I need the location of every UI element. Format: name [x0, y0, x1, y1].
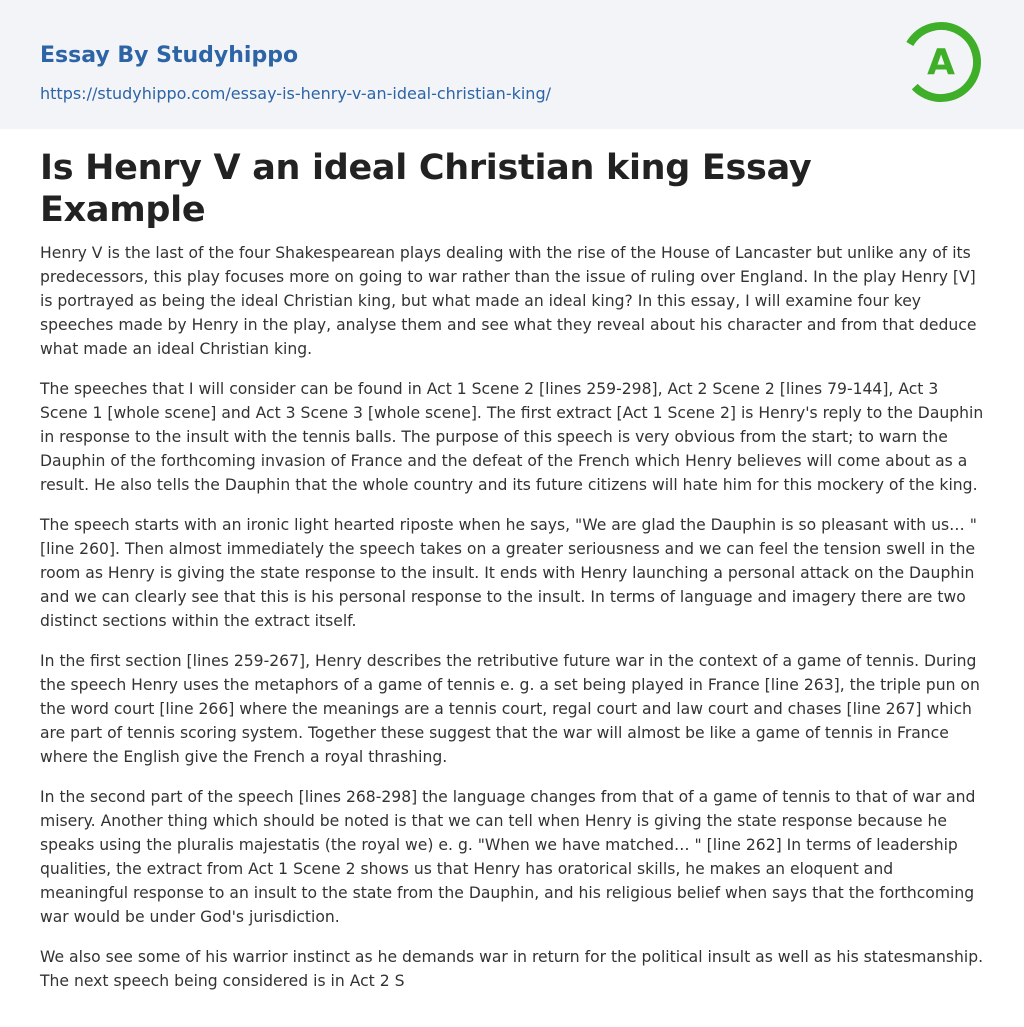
- essay-paragraph: Henry V is the last of the four Shakespearean plays dealing with the rise of the House of Lancaster but unlike any of its predecessors, this play focuses more on going to war rather than the issue of ruling over England. In the play Henry [V] is portrayed as being the ideal Christian king, but what made an ideal king? In this essay, I will examine four key speeches made by Henry in the play, analyse them and see what they reveal about his character and from that deduce what made an ideal Christian king.: [40, 244, 977, 358]
- site-title[interactable]: Essay By Studyhippo: [40, 43, 299, 68]
- essay-paragraph: We also see some of his warrior instinct as he demands war in return for the political insult as well as his statesmanship. The next speech being considered is in Act 2 S: [40, 948, 984, 990]
- logo-letter: A: [927, 41, 955, 83]
- essay-paragraph: In the second part of the speech [lines 268-298] the language changes from that of a game of tennis to that of war and misery. Another thing which should be noted is that we can tell when Henry is giving the state response because he speaks using the pluralis majestatis (the royal we) e. g. "When we have matched… " [line 262] In terms of leadership qualities, the extract from Act 1 Scene 2 shows us that Henry has oratorical skills, he makes an eloquent and meaningful response to an insult to the state from the Dauphin, and his religious belief when says that the forthcoming war would be under God's jurisdiction.: [40, 788, 976, 926]
- essay-url-link[interactable]: https://studyhippo.com/essay-is-henry-v-an-ideal-christian-king/: [40, 84, 551, 103]
- studyhippo-logo[interactable]: [898, 19, 984, 105]
- essay-paragraph: The speeches that I will consider can be found in Act 1 Scene 2 [lines 259-298], Act 2 Scene 2 [lines 79-144], Act 3 Scene 1 [whole scene] and Act 3 Scene 3 [whole scene]. The first extract [Act 1 Scene 2] is Henry's reply to the Dauphin in response to the insult with the tennis balls. The purpose of this speech is very obvious from the start; to warn the Dauphin of the forthcoming invasion of France and the defeat of the French which Henry believes will come about as a result. He also tells the Dauphin that the whole country and its future citizens will hate him for this mockery of the king.: [40, 380, 984, 494]
- essay-paragraph: The speech starts with an ironic light hearted riposte when he says, "We are glad the Dauphin is so pleasant with us… " [line 260]. Then almost immediately the speech takes on a greater seriousness and we can feel the tension swell in the room as Henry is giving the state response to the insult. It ends with Henry launching a personal attack on the Dauphin and we can clearly see that this is his personal response to the insult. In terms of language and imagery there are two distinct sections within the extract itself.: [40, 516, 977, 630]
- site-header: [0, 0, 1024, 129]
- essay-paragraph: In the first section [lines 259-267], Henry describes the retributive future war in the context of a game of tennis. During the speech Henry uses the metaphors of a game of tennis e. g. a set being played in France [line 263], the triple pun on the word court [line 266] where the meanings are a tennis court, regal court and law court and chases [line 267] which are part of tennis scoring system. Together these suggest that the war will almost be like a game of tennis in France where the English give the French a royal thrashing.: [40, 652, 980, 766]
- essay-title: Is Henry V an ideal Christian king Essay Example: [40, 148, 812, 230]
- essay-content: [0, 129, 1024, 993]
